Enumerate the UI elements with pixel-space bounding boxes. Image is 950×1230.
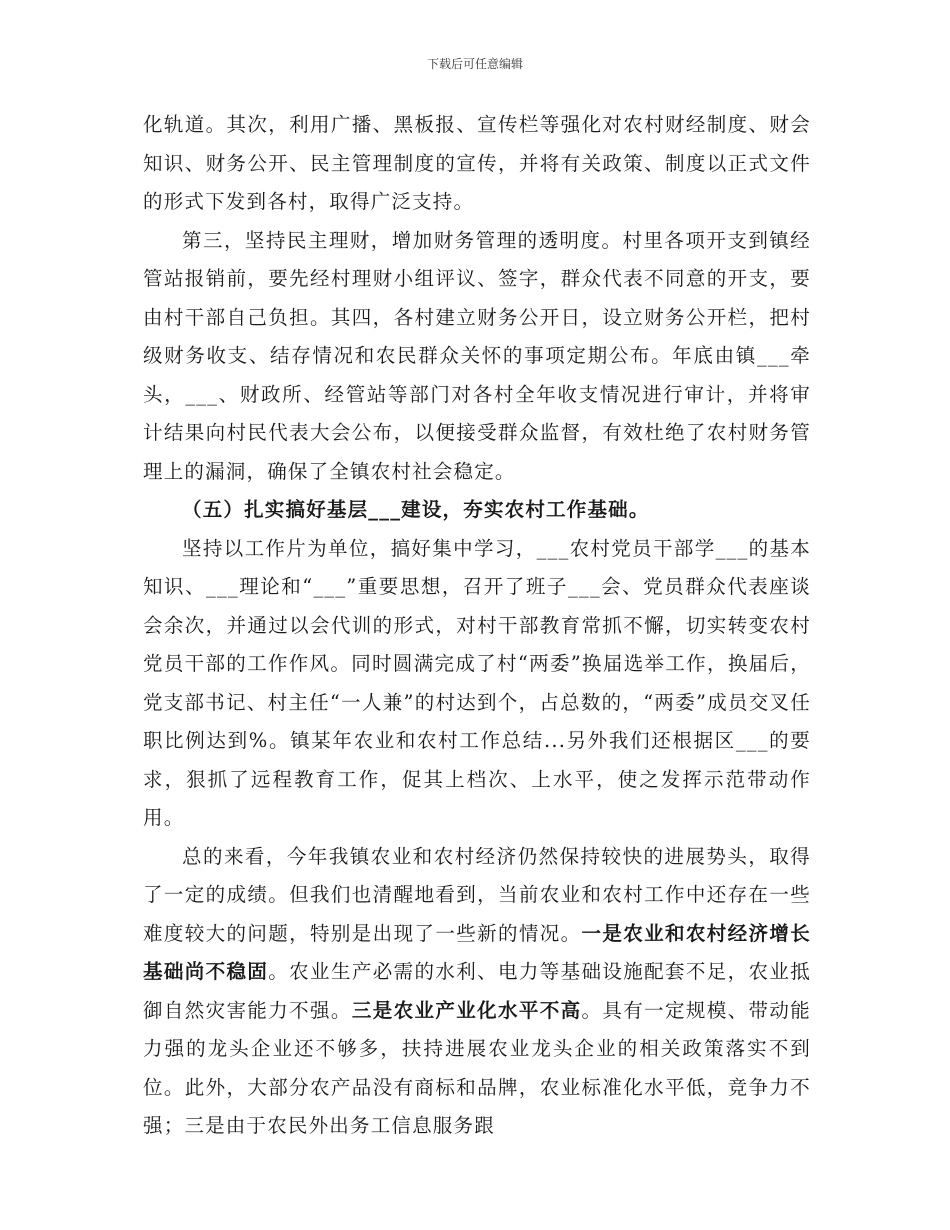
paragraph-continuation: 化轨道。其次，利用广播、黑板报、宣传栏等强化对农村财经制度、财会知识、财务公开、民主管理制度的宣传，并将有关政策、制度以正式文件的形式下发到各村，取得广泛支持。 — [143, 113, 811, 213]
page-header: 下载后可任意编辑 — [426, 57, 523, 71]
section-heading: （五）扎实搞好基层___建设，夯实农村工作基础。 — [182, 498, 650, 521]
paragraph-party-building: 坚持以工作片为单位，搞好集中学习，___农村党员干部学___的基本知识、___理论和“___”重要思想，召开了班子___会、党员群众代表座谈会余次，并通过以会代训的形式，对村干部教育常抓不懈，切实转变农村党员干部的工作作风。同时圆满完成了村“两委”换届选举工作，换届后，党支部书记、村主任“一人兼”的村达到个，占总数的，“两委”成员交叉任职比例达到%。镇某年农业和农村工作总结...另外我们还根据区___的要求，狠抓了远程教育工作，促其上档次、上水平，使之发挥示范带动作用。 — [143, 536, 811, 829]
summary-bold-point-one: 一是农业和农村经济增长基础尚不稳固 — [143, 921, 812, 983]
paragraph-democratic-finance: 第三，坚持民主理财，增加财务管理的透明度。村里各项开支到镇经管站报销前，要先经村理财小组评议、签字，群众代表不同意的开支，要由村干部自己负担。其四，各村建立财务公开日，设立财务公开栏，把村级财务收支、结存情况和农民群众关怀的事项定期公布。年底由镇___牵头，___、财政所、经管站等部门对各村全年收支情况进行审计，并将审计结果向村民代表大会公布，以便接受群众监督，有效杜绝了农村财务管理上的漏洞，确保了全镇农村社会稳定。 — [143, 228, 811, 483]
summary-text: 。具有一定规模、带动能力强的龙头企业还不够多，扶持进展农业龙头企业的相关政策落实不到位。此外，大部分农产品没有商标和品牌，农业标准化水平低，竞争力不强；三是由于农民外出务工信息服务跟 — [143, 998, 811, 1137]
summary-text: 总的来看，今年我镇农业和农村经济仍然保持较快的进展势头，取得了一定的成绩。但我们也清醒地看到，当前农业和农村工作中还存在一些难度较大的问题，特别是出现了一些新的情况。 — [143, 844, 811, 945]
document-body — [143, 106, 811, 1146]
summary-bold-point-three: 三是农业产业化水平不高 — [351, 998, 582, 1022]
summary-text: 。农业生产必需的水利、电力等基础设施配套不足，农业抵御自然灾害能力不强。 — [143, 960, 812, 1022]
paragraph-summary — [143, 838, 811, 1146]
